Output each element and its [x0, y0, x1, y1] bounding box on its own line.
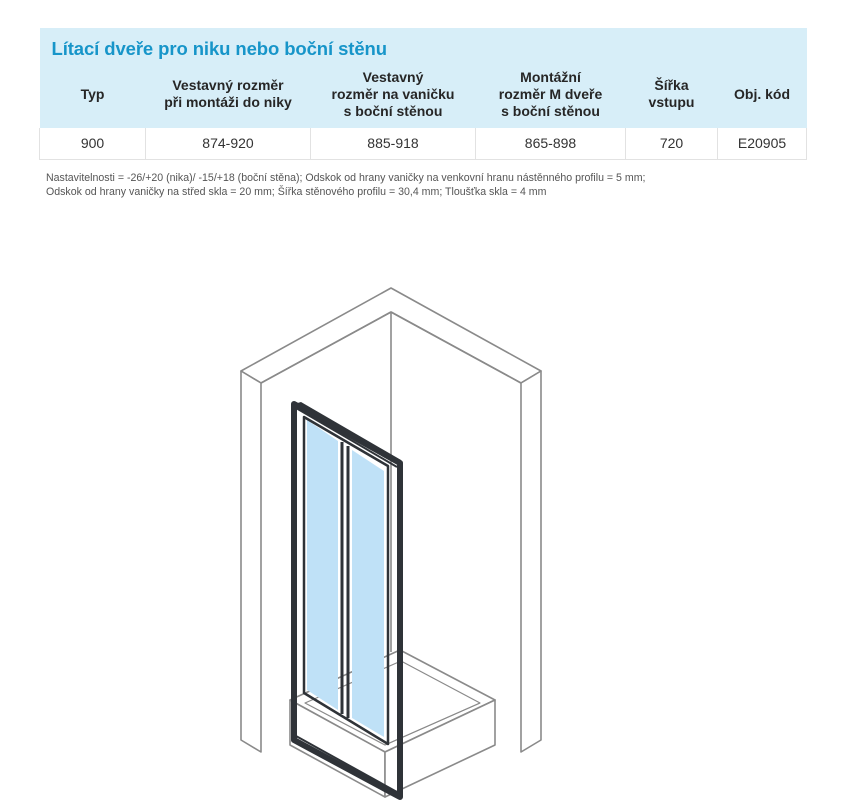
- spec-table: [39, 28, 807, 160]
- cell-vanicka: 885-918: [311, 128, 476, 159]
- glass-panel-left: [307, 420, 338, 710]
- note-line-2: Odskok od hrany vaničky na střed skla = 20 mm; Šířka stěnového profilu = 30,4 mm; Tloušťka skla = 4 mm: [46, 186, 547, 198]
- header-typ: Typ: [40, 64, 146, 128]
- cell-typ: 900: [40, 128, 146, 159]
- right-wall-edge: [521, 371, 541, 752]
- notes: [46, 171, 806, 199]
- cell-kod: E20905: [718, 128, 807, 159]
- header-vestavny-rozmer-vanicka: Vestavný rozměr na vaničku s boční stěnou: [311, 64, 476, 128]
- shower-door-drawing: [230, 280, 560, 800]
- cell-montazni: 865-898: [476, 128, 626, 159]
- header-montazni-rozmer: Montážní rozměr M dveře s boční stěnou: [476, 64, 626, 128]
- table-header-row: [40, 64, 807, 128]
- cell-nika: 874-920: [146, 128, 311, 159]
- cell-sirka: 720: [626, 128, 718, 159]
- header-vestavny-rozmer-nika: Vestavný rozměr při montáži do niky: [146, 64, 311, 128]
- header-obj-kod: Obj. kód: [718, 64, 807, 128]
- table-title: Lítací dveře pro niku nebo boční stěnu: [40, 28, 807, 64]
- note-line-1: Nastavitelnosti = -26/+20 (nika)/ -15/+18 (boční stěna); Odskok od hrany vaničky na venkovní hranu nástěnného profilu = 5 mm;: [46, 172, 646, 184]
- header-sirka-vstupu: Šířka vstupu: [626, 64, 718, 128]
- glass-panel-right: [352, 450, 384, 737]
- table-title-row: [40, 28, 807, 64]
- table-row: [40, 128, 807, 159]
- left-wall-edge: [241, 371, 261, 752]
